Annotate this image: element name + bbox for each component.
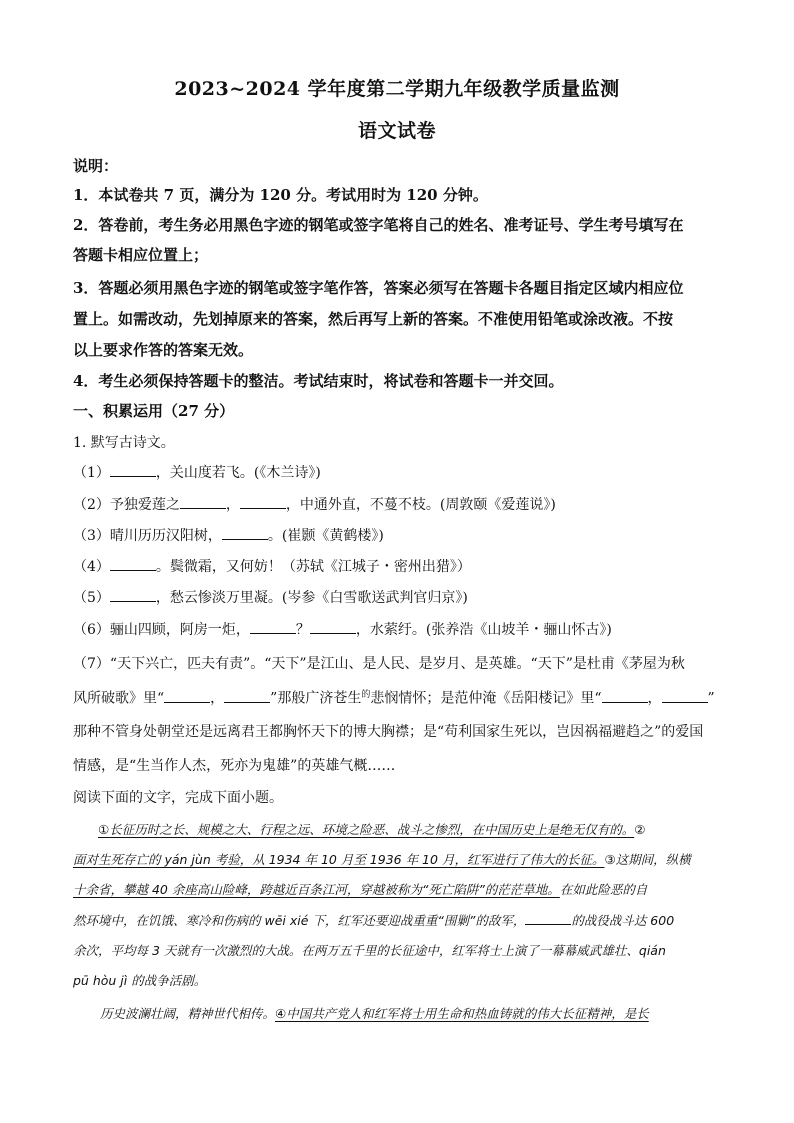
passage-line-4 [73,911,733,929]
item-7-text: 悲悯情怀；是范仲淹《岳阳楼记》里“ [370,690,602,707]
sentence-4: ④中国共产党人和红军将士用生命和热血铸就的伟大长征精神，是长 [275,1006,649,1021]
passage-line-5: 余次，平均每 3 天就有一次激烈的大战。在两万五千里的长征途中，红军将士上演了一幕幕威武雄壮、qián [73,943,666,958]
passage-text: 在如此险恶的自 [559,882,648,897]
poem-line-2 [73,494,733,514]
item-7-text: 风所破歌》里“ [73,690,165,707]
item-7-text: ”那般广济苍生 [270,690,362,707]
passage-text: 的战役战斗达 600 [571,913,675,928]
item-7-text: 的 [361,690,371,700]
passage-line-7 [100,1004,760,1022]
passage-text: 历史波澜壮阔，精神世代相传。 [100,1006,276,1021]
poem-line-3 [73,525,733,545]
section-heading: 一、积累运用（27 分） [73,402,235,420]
poem-text: ， [225,497,240,513]
answer-blank[interactable] [525,912,571,925]
poem-text: 。鬓微霜，又何妨！（苏轼《江城子・密州出猎》） [155,559,471,575]
item-7-line-2 [73,687,733,708]
instruction-3a: 3．答题必须用黑色字迹的钢笔或签字笔作答，答案必须写在答题卡各题目指定区域内相应位 [73,279,684,297]
poem-line-6 [73,619,733,639]
item-7-line-4: 情感，是“生当作人杰，死亦为鬼雄”的英雄气概…… [73,758,396,774]
instruction-3b: 置上。如需改动，先划掉原来的答案，然后再写上新的答案。不准使用铅笔或涂改液。不按 [73,310,674,328]
poem-text: （6）骊山四顾，阿房一炬， [73,622,250,638]
answer-blank[interactable] [180,494,226,509]
reading-instruction: 阅读下面的文字，完成下面小题。 [73,790,283,806]
answer-blank[interactable] [110,462,156,477]
passage-line-3 [73,880,733,898]
answer-blank[interactable] [310,619,356,634]
poem-text: ，愁云惨淡万里凝。(岑参《白雪歌送武判官归京》) [155,590,468,606]
item-7-line-3: 那种不管身处朝堂还是远离君王都胸怀天下的博大胸襟；是“苟利国家生死以，岂因祸福避趋之”的爱国 [73,724,704,740]
instruction-3c: 以上要求作答的答案无效。 [73,341,254,359]
passage-line-2 [73,850,733,868]
instruction-4: 4．考生必须保持答题卡的整洁。考试结束时，将试卷和答题卡一并交回。 [73,372,564,390]
poem-text: （2）予独爱莲之 [73,497,180,513]
answer-blank[interactable] [222,525,268,540]
poem-text: ，中通外直，不蔓不枝。(周敦颐《爱莲说》) [285,497,556,513]
answer-blank[interactable] [240,494,286,509]
instruction-2a: 2．答卷前，考生务必用黑色字迹的钢笔或签字笔将自己的姓名、准考证号、学生考号填写在 [73,216,684,234]
answer-blank[interactable] [110,556,156,571]
question-1: 1. 默写古诗文。 [73,435,175,451]
item-7-text: ” [707,690,715,707]
passage-line-1 [98,820,758,838]
sentence-3: 十余省，攀越 40 余座高山险峰，跨越近百条江河，穿越被称为“死亡陷阱”的茫茫草地。 [73,882,560,897]
poem-line-1 [73,462,733,482]
sentence-3-start: ③这期间，纵横 [604,852,691,867]
poem-line-4 [73,556,733,576]
answer-blank[interactable] [662,688,708,703]
sentence-1: ①长征历时之长、规模之大、行程之远、环境之险恶、战斗之惨烈，在中国历史上是绝无仅有的。 [98,822,635,837]
item-7-text: ， [210,690,225,707]
sentence-2-marker: ② [634,822,646,837]
item-7-text: ， [647,690,662,707]
poem-text: ？ [295,622,310,638]
answer-blank[interactable] [602,688,648,703]
answer-blank[interactable] [250,619,296,634]
instruction-1: 1．本试卷共 7 页，满分为 120 分。考试用时为 120 分钟。 [73,186,488,204]
answer-blank[interactable] [164,688,210,703]
exam-subtitle: 语文试卷 [357,120,436,142]
poem-text: ，水萦纡。(张养浩《山坡羊・骊山怀古》) [355,622,612,638]
instructions-heading: 说明： [73,157,119,175]
answer-blank[interactable] [110,587,156,602]
passage-line-6: pū hòu jì 的战争活剧。 [73,973,207,988]
poem-line-5 [73,587,733,607]
sentence-2: 面对生死存亡的 yán jùn 考验，从 1934 年 10 月至 1936 年 10 月，红军进行了伟大的长征。 [73,852,605,867]
poem-text: （3）晴川历历汉阳树， [73,528,222,544]
item-number: （1） [73,465,110,481]
passage-text: 然环境中，在饥饿、寒冷和伤病的 wēi xié 下，红军还要迎战重重“围剿”的敌军， [73,913,526,928]
instruction-2b: 答题卡相应位置上； [73,246,209,264]
poem-text: ，关山度若飞。(《木兰诗》) [155,465,321,481]
exam-title: 2023~2024 学年度第二学期九年级教学质量监测 [174,78,620,100]
answer-blank[interactable] [224,688,270,703]
item-number: （5） [73,590,110,606]
item-7-line-1: （7）“天下兴亡，匹夫有责”。“天下”是江山、是人民、是岁月、是英雄。“天下”是杜甫《茅屋为秋 [73,656,685,672]
poem-text: 。(崔颢《黄鹤楼》) [267,528,384,544]
item-number: （4） [73,559,110,575]
